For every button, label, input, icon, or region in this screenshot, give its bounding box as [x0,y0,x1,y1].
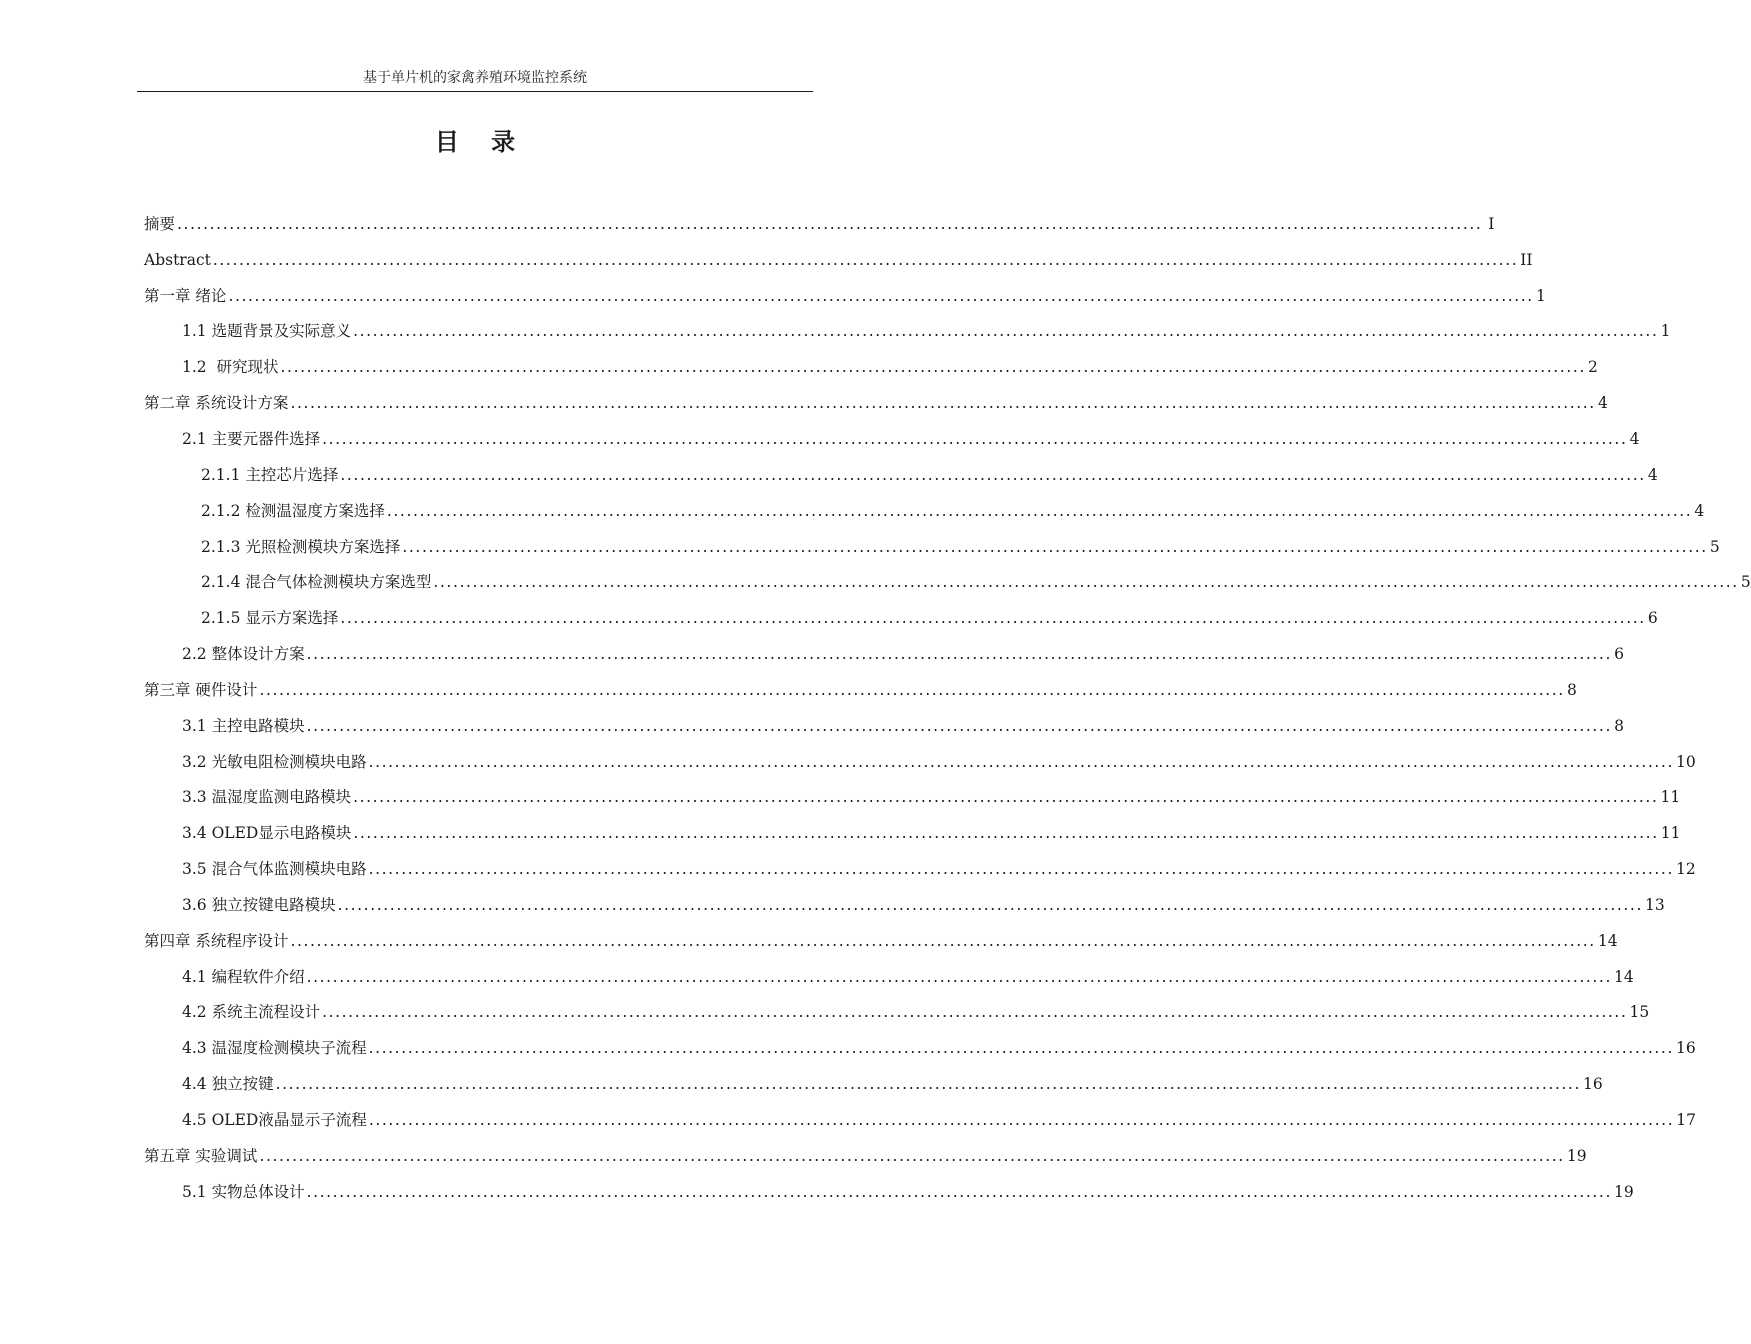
toc-entry-page: 15 [1629,1003,1650,1022]
toc-dot-leader: ........................................................................................................................................................................................................ [212,250,1519,269]
toc-entry[interactable] [0,242,1533,278]
header-title: 基于单片机的家禽养殖环境监控系统 [363,70,587,86]
toc-entry-title: 2.1.4 混合气体检测模块方案选型 [201,573,432,592]
toc-dot-leader: ........................................................................................................................................................................................................ [306,645,1612,664]
toc-entry-page: 16 [1582,1075,1603,1094]
toc-entry[interactable] [0,206,1495,242]
toc-entry[interactable] [0,529,1720,565]
toc-dot-leader: ........................................................................................................................................................................................................ [337,895,1643,914]
toc-entry-page: 4 [1629,429,1640,448]
toc-entry-title: 5.1 实物总体设计 [182,1182,305,1201]
toc-entry[interactable] [0,1102,1696,1138]
toc-entry[interactable] [0,278,1546,314]
toc-dot-leader: ........................................................................................................................................................................................................ [259,1146,1565,1165]
toc-entry-title: 2.1 主要元器件选择 [182,429,321,448]
toc-entry-title: 2.1.1 主控芯片选择 [201,465,339,484]
toc-entry-page: 1 [1660,322,1671,341]
running-header [137,66,813,92]
toc-entry[interactable] [0,1138,1587,1174]
toc-entry-page: I [1488,214,1495,233]
toc-entry-title: 2.1.5 显示方案选择 [201,609,339,628]
toc-entry[interactable] [0,1174,1634,1210]
toc-entry[interactable] [0,349,1598,385]
toc-entry-title: 2.2 整体设计方案 [182,645,305,664]
toc-entry[interactable] [0,815,1681,851]
page-title: 目 录 [434,128,528,156]
toc-entry-title: 1.2 研究现状 [182,358,279,377]
toc-entry[interactable] [0,636,1624,672]
table-of-contents [0,206,1751,1210]
toc-entry[interactable] [0,1030,1696,1066]
toc-entry-page: 5 [1740,573,1751,592]
toc-entry[interactable] [0,995,1650,1031]
toc-entry-page: 2 [1588,358,1598,377]
toc-entry-page: 17 [1676,1111,1696,1130]
toc-entry-page: 5 [1709,537,1720,556]
toc-entry-page: 6 [1647,609,1658,628]
toc-dot-leader: ........................................................................................................................................................................................................ [368,1111,1675,1130]
toc-entry-title: 1.1 选题背景及实际意义 [182,322,352,341]
toc-dot-leader: ........................................................................................................................................................................................................ [306,1182,1612,1201]
toc-entry-title: 4.2 系统主流程设计 [182,1003,321,1022]
toc-entry-title: 3.1 主控电路模块 [182,716,305,735]
toc-dot-leader: ........................................................................................................................................................................................................ [368,860,1674,879]
toc-entry-title: 4.4 独立按键 [182,1075,274,1094]
toc-entry-title: 第三章 硬件设计 [144,680,258,699]
toc-entry-title: 3.4 OLED显示电路模块 [182,824,352,843]
toc-entry-title: 4.3 温湿度检测模块子流程 [182,1039,367,1058]
toc-entry-page: 4 [1694,501,1705,520]
toc-entry[interactable] [0,314,1671,350]
toc-entry-title: 3.5 混合气体监测模块电路 [182,860,367,879]
toc-dot-leader: ........................................................................................................................................................................................................ [353,824,1659,843]
toc-entry[interactable] [0,385,1608,421]
toc-entry-page: 19 [1566,1146,1587,1165]
toc-entry-title: 3.3 温湿度监测电路模块 [182,788,352,807]
toc-entry[interactable] [0,959,1634,995]
toc-dot-leader: ........................................................................................................................................................................................................ [402,537,1708,556]
toc-entry-page: 6 [1614,645,1624,664]
toc-dot-leader: ........................................................................................................................................................................................................ [353,322,1659,341]
toc-entry-page: II [1520,250,1533,269]
toc-entry-title: 2.1.3 光照检测模块方案选择 [201,537,401,556]
toc-dot-leader: ........................................................................................................................................................................................................ [290,931,1596,950]
toc-entry-page: 14 [1597,931,1618,950]
toc-dot-leader: ........................................................................................................................................................................................................ [322,429,1628,448]
toc-entry-page: 14 [1613,967,1634,986]
toc-entry[interactable] [0,708,1624,744]
toc-entry[interactable] [0,564,1751,600]
toc-entry-title: 摘要 [144,214,176,233]
toc-entry-page: 4 [1597,394,1608,413]
toc-entry-title: 3.6 独立按键电路模块 [182,895,336,914]
toc-entry-title: 4.1 编程软件介绍 [182,967,305,986]
toc-entry[interactable] [0,923,1618,959]
toc-dot-leader: ........................................................................................................................................................................................................ [368,1039,1674,1058]
toc-entry-title: 第四章 系统程序设计 [144,931,289,950]
toc-dot-leader: ........................................................................................................................................................................................................ [290,394,1596,413]
toc-dot-leader: ........................................................................................................................................................................................................ [259,680,1565,699]
toc-entry-title: 第五章 实验调试 [144,1146,258,1165]
toc-dot-leader: ........................................................................................................................................................................................................ [340,609,1646,628]
toc-entry-title: 3.2 光敏电阻检测模块电路 [182,752,367,771]
toc-dot-leader: ........................................................................................................................................................................................................ [322,1003,1628,1022]
toc-dot-leader: ........................................................................................................................................................................................................ [280,358,1586,377]
toc-entry[interactable] [0,457,1658,493]
toc-entry-page: 12 [1675,860,1696,879]
toc-entry[interactable] [0,600,1658,636]
toc-dot-leader: ........................................................................................................................................................................................................ [368,752,1674,771]
toc-entry-page: 11 [1660,788,1681,807]
toc-entry[interactable] [0,493,1705,529]
toc-entry-title: Abstract [144,250,211,269]
toc-entry-title: 第二章 系统设计方案 [144,394,289,413]
toc-entry-page: 19 [1613,1182,1634,1201]
toc-entry[interactable] [0,851,1696,887]
toc-dot-leader: ........................................................................................................................................................................................................ [228,286,1534,305]
toc-entry-page: 13 [1644,895,1665,914]
toc-dot-leader: ........................................................................................................................................................................................................ [275,1075,1581,1094]
toc-entry[interactable] [0,887,1665,923]
toc-entry-title: 2.1.2 检测温湿度方案选择 [201,501,385,520]
toc-entry-page: 1 [1535,286,1546,305]
toc-dot-leader: ........................................................................................................................................................................................................ [433,573,1739,592]
toc-entry-page: 8 [1566,680,1577,699]
toc-entry[interactable] [0,744,1696,780]
toc-entry-page: 16 [1675,1039,1696,1058]
toc-entry-page: 4 [1647,465,1658,484]
toc-dot-leader: ........................................................................................................................................................................................................ [386,501,1693,520]
toc-dot-leader: ........................................................................................................................................................................................................ [353,788,1659,807]
toc-dot-leader: ........................................................................................................................................................................................................ [340,465,1646,484]
toc-dot-leader: ........................................................................................................................................................................................................ [177,214,1483,233]
toc-entry-title: 4.5 OLED液晶显示子流程 [182,1111,367,1130]
toc-dot-leader: ........................................................................................................................................................................................................ [306,716,1612,735]
toc-entry[interactable] [0,780,1681,816]
toc-entry[interactable] [0,672,1577,708]
toc-entry[interactable] [0,421,1640,457]
toc-entry[interactable] [0,1066,1603,1102]
toc-entry-page: 10 [1675,752,1696,771]
toc-entry-page: 11 [1660,824,1681,843]
toc-entry-page: 8 [1614,716,1624,735]
toc-dot-leader: ........................................................................................................................................................................................................ [306,967,1612,986]
toc-entry-title: 第一章 绪论 [144,286,227,305]
